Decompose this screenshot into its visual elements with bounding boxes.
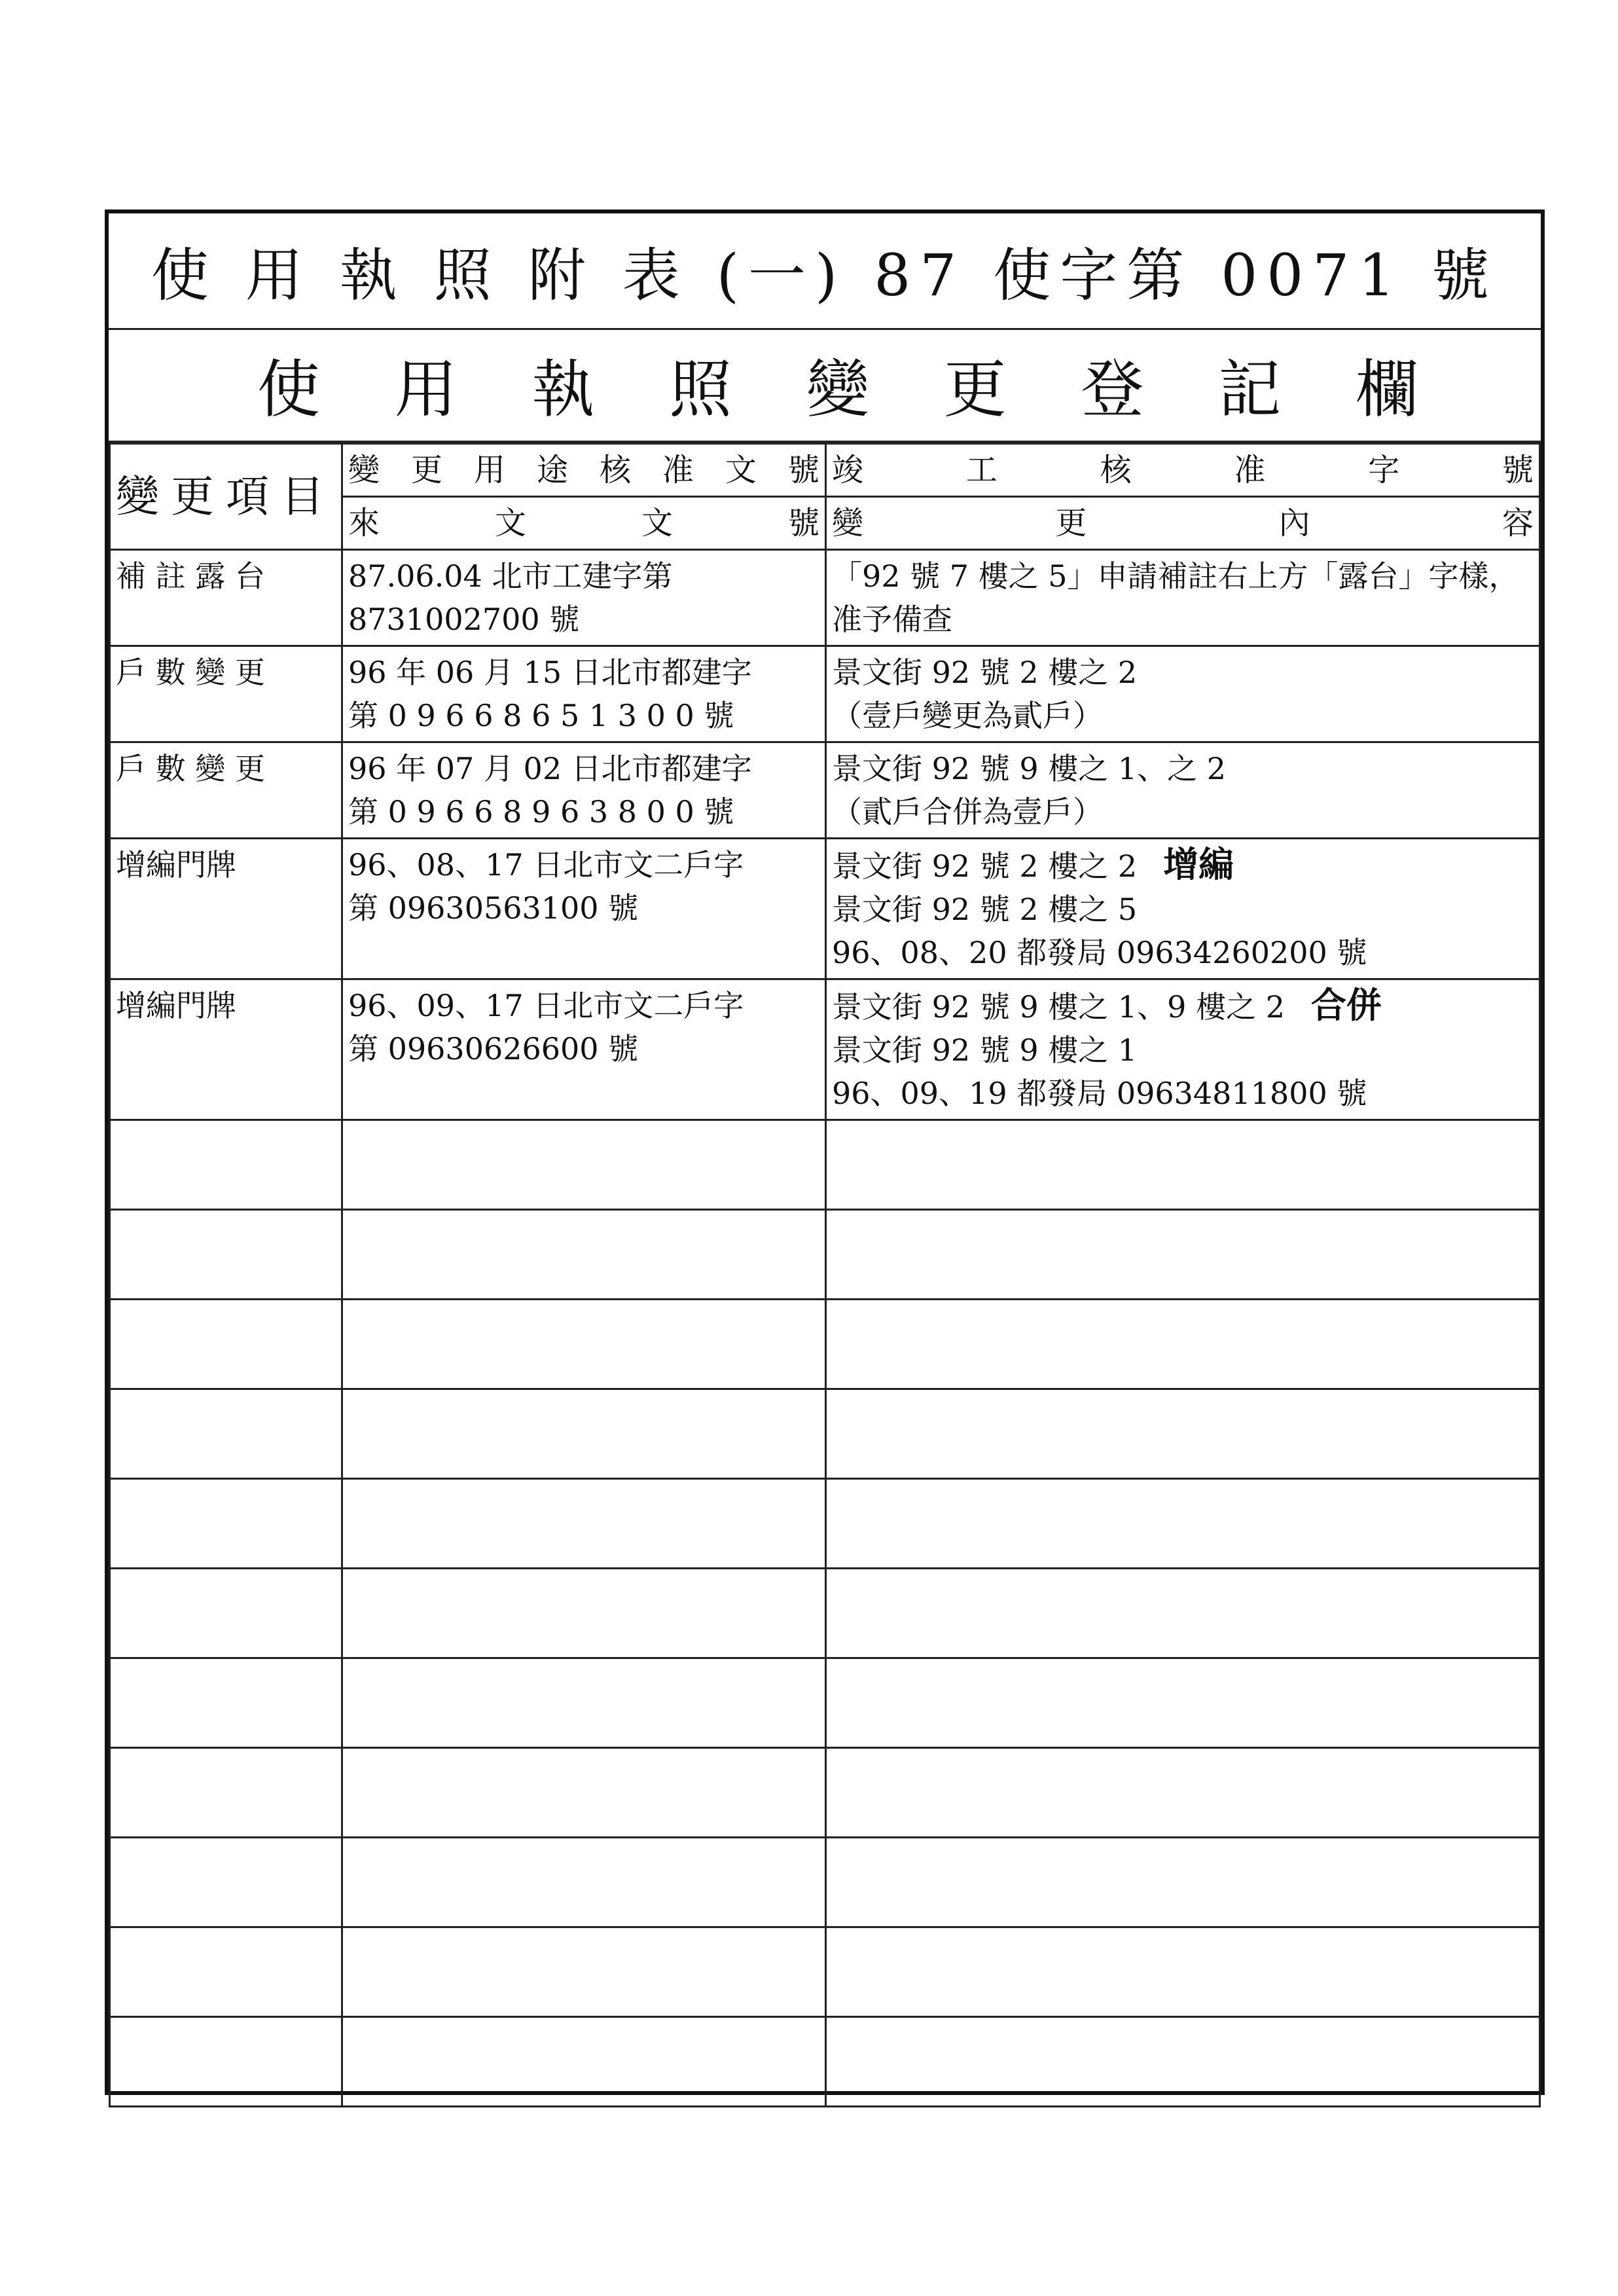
blank-cell: [826, 1479, 1540, 1569]
content-line: 景文街 92 號 2 樓之 2 增編: [832, 844, 1234, 885]
blank-cell: [826, 1389, 1540, 1479]
blank-cell: [826, 1210, 1540, 1300]
content-line: 96、09、19 都發局 09634811800 號: [832, 1076, 1367, 1111]
blank-cell: [826, 1927, 1540, 2017]
blank-row: [110, 1479, 1540, 1569]
section-title-char: 記: [1218, 352, 1282, 426]
header-row-1: [110, 444, 1540, 497]
doc-line: 第 0 9 6 6 8 6 5 1 3 0 0 號: [348, 698, 734, 733]
blank-row: [110, 2017, 1540, 2107]
content-line: 景文街 92 號 2 樓之 2: [832, 655, 1138, 690]
header-char: 號: [1501, 452, 1534, 488]
change-register-table: [109, 443, 1541, 2107]
cell-item: 補 註 露 台: [110, 550, 342, 646]
blank-cell: [110, 1569, 342, 1658]
content-line: （壹戶變更為貳戶）: [832, 698, 1103, 733]
header-char: 號: [787, 452, 819, 488]
table-row: [110, 979, 1540, 1120]
table-row: [110, 550, 1540, 646]
blank-cell: [110, 1210, 342, 1300]
blank-cell: [342, 1927, 826, 2017]
blank-cell: [110, 1838, 342, 1927]
blank-cell: [826, 1838, 1540, 1927]
header-char: 准: [1234, 452, 1266, 488]
blank-cell: [342, 1838, 826, 1927]
header-char: 字: [1368, 452, 1400, 488]
table-row: [110, 742, 1540, 839]
blank-cell: [110, 1479, 342, 1569]
blank-row: [110, 1300, 1540, 1389]
content-line: 「92 號 7 樓之 5」申請補註右上方「露台」字樣，: [832, 558, 1519, 594]
cell-incoming-doc: [342, 839, 826, 979]
cell-change-content: [826, 839, 1540, 979]
blank-cell: [342, 1479, 826, 1569]
section-title-char: 變: [806, 352, 869, 426]
header-char: 更: [410, 452, 442, 488]
header-approval-no: [342, 444, 826, 497]
content-line: 景文街 92 號 9 樓之 1、9 樓之 2 合併: [832, 985, 1382, 1026]
section-title-char: 更: [943, 352, 1007, 426]
blank-row: [110, 1838, 1540, 1927]
blank-cell: [342, 2017, 826, 2107]
doc-line: 87.06.04 北市工建字第: [348, 558, 673, 594]
blank-cell: [110, 1300, 342, 1389]
blank-row: [110, 1389, 1540, 1479]
cell-incoming-doc: [342, 742, 826, 839]
cell-incoming-doc: [342, 550, 826, 646]
cell-incoming-doc: [342, 646, 826, 742]
blank-cell: [342, 1658, 826, 1748]
doc-line: 96、08、17 日北市文二戶字: [348, 847, 744, 883]
header-item: 變更項目: [110, 444, 342, 550]
doc-line: 96、09、17 日北市文二戶字: [348, 988, 744, 1023]
blank-cell: [826, 1569, 1540, 1658]
content-line: 景文街 92 號 9 樓之 1、之 2: [832, 751, 1227, 786]
section-title-char: 登: [1081, 352, 1144, 426]
header-char: 用: [473, 452, 505, 488]
content-line: 准予備查: [832, 602, 952, 637]
cell-change-content: [826, 979, 1540, 1120]
section-title-char: 使: [257, 352, 320, 426]
header-char: 途: [536, 452, 568, 488]
blank-row: [110, 1748, 1540, 1838]
content-line: 景文街 92 號 9 樓之 1: [832, 1032, 1138, 1068]
cell-change-content: [826, 646, 1540, 742]
license-appendix-form: [105, 210, 1545, 2095]
doc-line: 96 年 06 月 15 日北市都建字: [348, 655, 752, 690]
header-char: 文: [641, 505, 673, 541]
cell-item: 增編門牌: [110, 979, 342, 1120]
header-char: 准: [662, 452, 694, 488]
cell-item: 增編門牌: [110, 839, 342, 979]
blank-cell: [826, 1658, 1540, 1748]
form-title: 使 用 執 照 附 表 (一) 87 使字第 0071 號: [151, 241, 1499, 309]
blank-cell: [342, 1300, 826, 1389]
section-title: [109, 328, 1541, 443]
cell-incoming-doc: [342, 979, 826, 1120]
header-char: 竣: [832, 452, 864, 488]
blank-cell: [110, 1658, 342, 1748]
header-char: 核: [1100, 452, 1132, 488]
section-title-char: 執: [531, 352, 595, 426]
table-row: [110, 646, 1540, 742]
cell-change-content: [826, 742, 1540, 839]
table-row: [110, 839, 1540, 979]
blank-cell: [110, 1927, 342, 2017]
header-char: 文: [494, 505, 526, 541]
blank-cell: [110, 1748, 342, 1838]
content-line: 景文街 92 號 2 樓之 5: [832, 892, 1138, 927]
blank-cell: [826, 2017, 1540, 2107]
doc-line: 8731002700 號: [348, 602, 580, 637]
header-char: 變: [348, 452, 380, 488]
header-char: 號: [787, 505, 819, 541]
cell-item: 戶 數 變 更: [110, 646, 342, 742]
blank-row: [110, 1927, 1540, 2017]
blank-cell: [826, 1300, 1540, 1389]
blank-row: [110, 1658, 1540, 1748]
blank-row: [110, 1569, 1540, 1658]
blank-cell: [342, 1389, 826, 1479]
section-title-char: 欄: [1356, 352, 1418, 426]
doc-line: 第 0 9 6 6 8 9 6 3 8 0 0 號: [348, 794, 734, 829]
header-char: 更: [1055, 505, 1087, 541]
blank-cell: [342, 1120, 826, 1210]
blank-cell: [342, 1569, 826, 1658]
header-char: 核: [599, 452, 631, 488]
blank-cell: [826, 1120, 1540, 1210]
header-incoming-no: [342, 497, 826, 550]
header-change-content: [826, 497, 1540, 550]
blank-cell: [826, 1748, 1540, 1838]
blank-row: [110, 1120, 1540, 1210]
blank-cell: [110, 1120, 342, 1210]
header-char: 容: [1501, 505, 1534, 541]
doc-line: 96 年 07 月 02 日北市都建字: [348, 751, 752, 786]
header-completion-no: [826, 444, 1540, 497]
cell-change-content: [826, 550, 1540, 646]
doc-line: 第 09630626600 號: [348, 1031, 639, 1066]
content-line: 96、08、20 都發局 09634260200 號: [832, 935, 1367, 970]
blank-cell: [110, 2017, 342, 2107]
content-tag: 合併: [1310, 985, 1382, 1026]
title-row: [109, 213, 1541, 330]
blank-cell: [110, 1389, 342, 1479]
header-char: 工: [965, 452, 998, 488]
cell-item: 戶 數 變 更: [110, 742, 342, 839]
header-char: 來: [348, 505, 380, 541]
header-char: 變: [832, 505, 864, 541]
doc-line: 第 09630563100 號: [348, 890, 639, 926]
blank-cell: [342, 1748, 826, 1838]
content-line: （貳戶合併為壹戶）: [832, 794, 1103, 829]
blank-cell: [342, 1210, 826, 1300]
content-tag: 增編: [1163, 844, 1234, 885]
blank-row: [110, 1210, 1540, 1300]
header-char: 內: [1278, 505, 1310, 541]
header-char: 文: [725, 452, 757, 488]
section-title-char: 照: [669, 352, 732, 426]
section-title-char: 用: [394, 352, 458, 426]
